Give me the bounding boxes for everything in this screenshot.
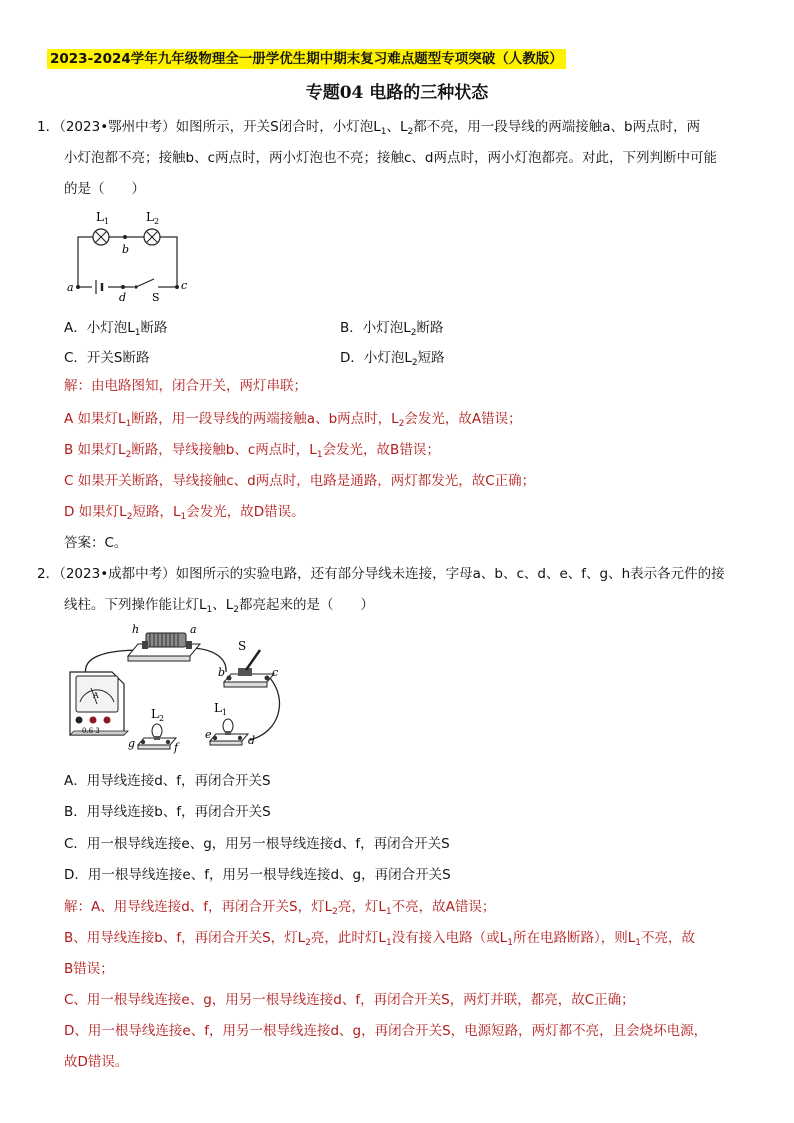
q2-label-h: h bbox=[132, 623, 140, 636]
q1-label-b: b bbox=[122, 243, 130, 256]
q2-label-g: g bbox=[128, 737, 136, 750]
q1-label-S: S bbox=[152, 291, 160, 304]
q1-label-c: c bbox=[181, 279, 188, 292]
q1-option-a[interactable]: A．小灯泡$L_1$断路 bbox=[64, 320, 168, 338]
q1-label-a: a bbox=[67, 281, 74, 294]
q2-option-a[interactable]: A．用导线连接d、f，再闭合开关S bbox=[64, 773, 271, 789]
rheostat-icon bbox=[128, 633, 200, 661]
series-banner: 2023-2024学年九年级物理全一册学优生期中期末复习难点题型专项突破（人教版） bbox=[47, 49, 566, 69]
q2-label-meter: A bbox=[93, 691, 99, 700]
q2-label-S: S bbox=[238, 639, 247, 653]
q2-label-d: d bbox=[248, 734, 256, 747]
q1-stem-line2: 小灯泡都不亮；接触b、c两点时，两小灯泡也不亮；接触c、d两点时，两小灯泡都亮。对此，下列判断中可能 bbox=[64, 150, 717, 166]
q2-solution-b-cont: B错误； bbox=[64, 961, 114, 977]
q1-solution-b: B 如果灯$L_2$断路，导线接触b、c两点时，$L_1$会发光，故B错误； bbox=[64, 442, 440, 460]
q1-option-b[interactable]: B．小灯泡$L_2$断路 bbox=[340, 320, 444, 338]
q1-label-L1: $L_1$ bbox=[96, 210, 110, 226]
q1-solution-intro: 解：由电路图知，闭合开关，两灯串联； bbox=[64, 378, 307, 394]
q1-label-L2: $L_2$ bbox=[146, 210, 160, 226]
switch-icon bbox=[224, 650, 274, 687]
q1-option-c[interactable]: C．开关S断路 bbox=[64, 350, 150, 366]
q1-circuit-diagram bbox=[66, 206, 196, 306]
q2-label-a: a bbox=[190, 623, 197, 636]
q1-stem-line3: 的是（ ） bbox=[64, 181, 145, 197]
q2-option-d[interactable]: D．用一根导线连接e、f，用另一根导线连接d、g，再闭合开关S bbox=[64, 867, 451, 883]
q2-experiment-figure bbox=[62, 620, 292, 765]
q1-stem-line1: 1．（2023•鄂州中考）如图所示，开关S闭合时，小灯泡$L_1$、$L_2$都不亮，用一段导线的两端接触a、b两点时，两 bbox=[37, 119, 701, 137]
q2-solution-c: C、用一根导线连接e、g，用另一根导线连接d、f，再闭合开关S，两灯并联，都亮，故C正确； bbox=[64, 992, 635, 1008]
q1-solution-c: C 如果开关断路，导线接触c、d两点时，电路是通路，两灯都发光，故C正确； bbox=[64, 473, 536, 489]
page-title: 专题04 电路的三种状态 bbox=[305, 83, 489, 103]
q1-solution-d: D 如果灯$L_2$短路，$L_1$会发光，故D错误。 bbox=[64, 504, 305, 522]
q1-option-d[interactable]: D．小灯泡$L_2$短路 bbox=[340, 350, 445, 368]
q2-stem-line2: 线柱。下列操作能让灯$L_1$、$L_2$都亮起来的是（ ） bbox=[64, 597, 375, 615]
lamp-l2-icon bbox=[138, 724, 176, 749]
q1-solution-a: A 如果灯$L_1$断路，用一段导线的两端接触a、b两点时，$L_2$会发光，故A错误； bbox=[64, 411, 522, 429]
q2-label-c: c bbox=[272, 666, 279, 679]
ammeter-icon bbox=[70, 672, 128, 735]
q2-label-f: f bbox=[174, 741, 179, 754]
q2-solution-d-cont: 故D错误。 bbox=[64, 1054, 129, 1070]
q2-stem-line1: 2．（2023•成都中考）如图所示的实验电路，还有部分导线未连接，字母a、b、c、d、e、f、g、h表示各元件的接 bbox=[37, 566, 725, 582]
q2-label-b: b bbox=[218, 666, 226, 679]
lamp-l1-icon bbox=[210, 719, 248, 745]
q2-solution-d: D、用一根导线连接e、f，用另一根导线连接d、g，再闭合开关S，电源短路，两灯都不亮，且会烧坏电源， bbox=[64, 1023, 708, 1039]
q2-label-e: e bbox=[205, 728, 212, 741]
q2-option-c[interactable]: C．用一根导线连接e、g，用另一根导线连接d、f，再闭合开关S bbox=[64, 836, 450, 852]
q2-label-L2: $L_2$ bbox=[151, 707, 165, 723]
q2-label-L1: $L_1$ bbox=[214, 701, 228, 717]
q1-label-d: d bbox=[119, 291, 127, 304]
q1-answer: 答案：C。 bbox=[64, 535, 128, 551]
q2-solution-b: B、用导线连接b、f，再闭合开关S，灯$L_2$亮，此时灯$L_1$没有接入电路（或$L_1$所在电路断路），则$L_1$不亮，故 bbox=[64, 930, 695, 948]
q2-option-b[interactable]: B．用导线连接b、f，再闭合开关S bbox=[64, 804, 271, 820]
q2-label-scale: 0.6 3 bbox=[82, 727, 100, 735]
q2-solution-a: 解：A、用导线连接d、f，再闭合开关S，灯$L_2$亮，灯$L_1$不亮，故A错误； bbox=[64, 899, 496, 917]
